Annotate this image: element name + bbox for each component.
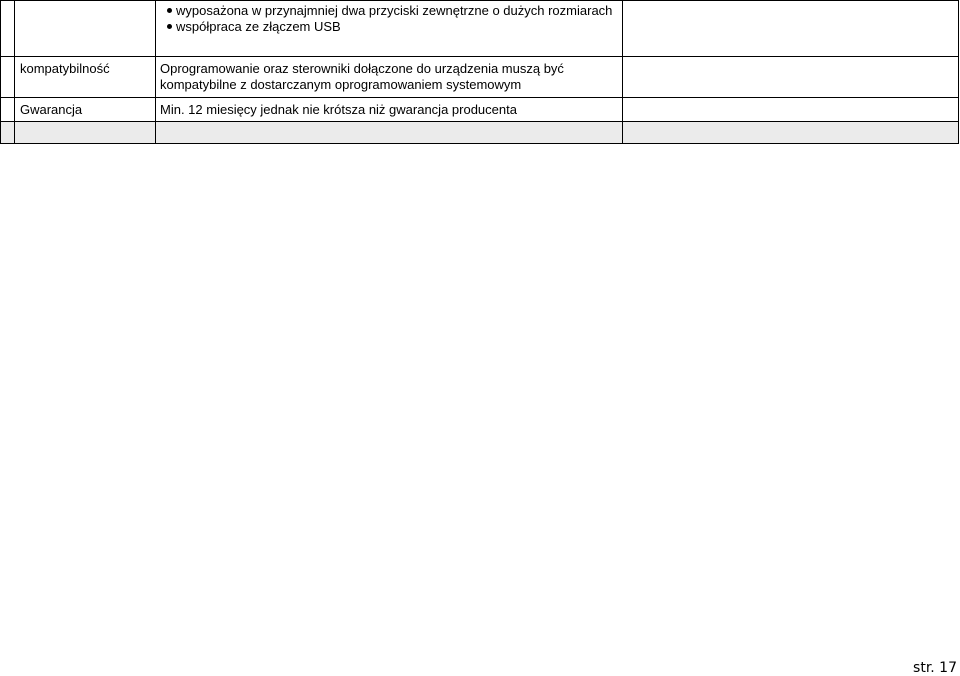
row-number-cell <box>1 122 15 144</box>
requirement-text: Oprogramowanie oraz sterowniki dołączone do urządzenia muszą być kompatybilne z dostarczanym oprogramowaniem systemowym <box>156 57 623 98</box>
bullet-dot-icon <box>167 8 172 13</box>
parameter-cell <box>15 1 156 57</box>
row-number-cell <box>1 98 15 122</box>
bullet-item <box>166 3 622 19</box>
offer-cell <box>623 57 959 98</box>
offer-cell <box>623 1 959 57</box>
table-row-warranty <box>1 98 959 122</box>
spec-table <box>0 0 959 144</box>
requirement-cell <box>156 1 623 57</box>
page-number: str. 17 <box>913 660 957 676</box>
bullet-text: wyposażona w przynajmniej dwa przyciski zewnętrzne o dużych rozmiarach <box>176 3 613 18</box>
table-row-empty <box>1 122 959 144</box>
bullet-item <box>166 19 622 35</box>
bullet-text: współpraca ze złączem USB <box>176 19 341 34</box>
requirement-text: Min. 12 miesięcy jednak nie krótsza niż gwarancja producenta <box>156 98 623 122</box>
parameter-label: Gwarancja <box>15 98 156 122</box>
table-row-features <box>1 1 959 57</box>
offer-cell <box>623 98 959 122</box>
requirement-cell <box>156 122 623 144</box>
parameter-cell <box>15 122 156 144</box>
table-row-compat <box>1 57 959 98</box>
row-number-cell <box>1 1 15 57</box>
bullet-dot-icon <box>167 24 172 29</box>
bullet-list <box>166 3 622 35</box>
offer-cell <box>623 122 959 144</box>
parameter-label: kompatybilność <box>15 57 156 98</box>
row-number-cell <box>1 57 15 98</box>
